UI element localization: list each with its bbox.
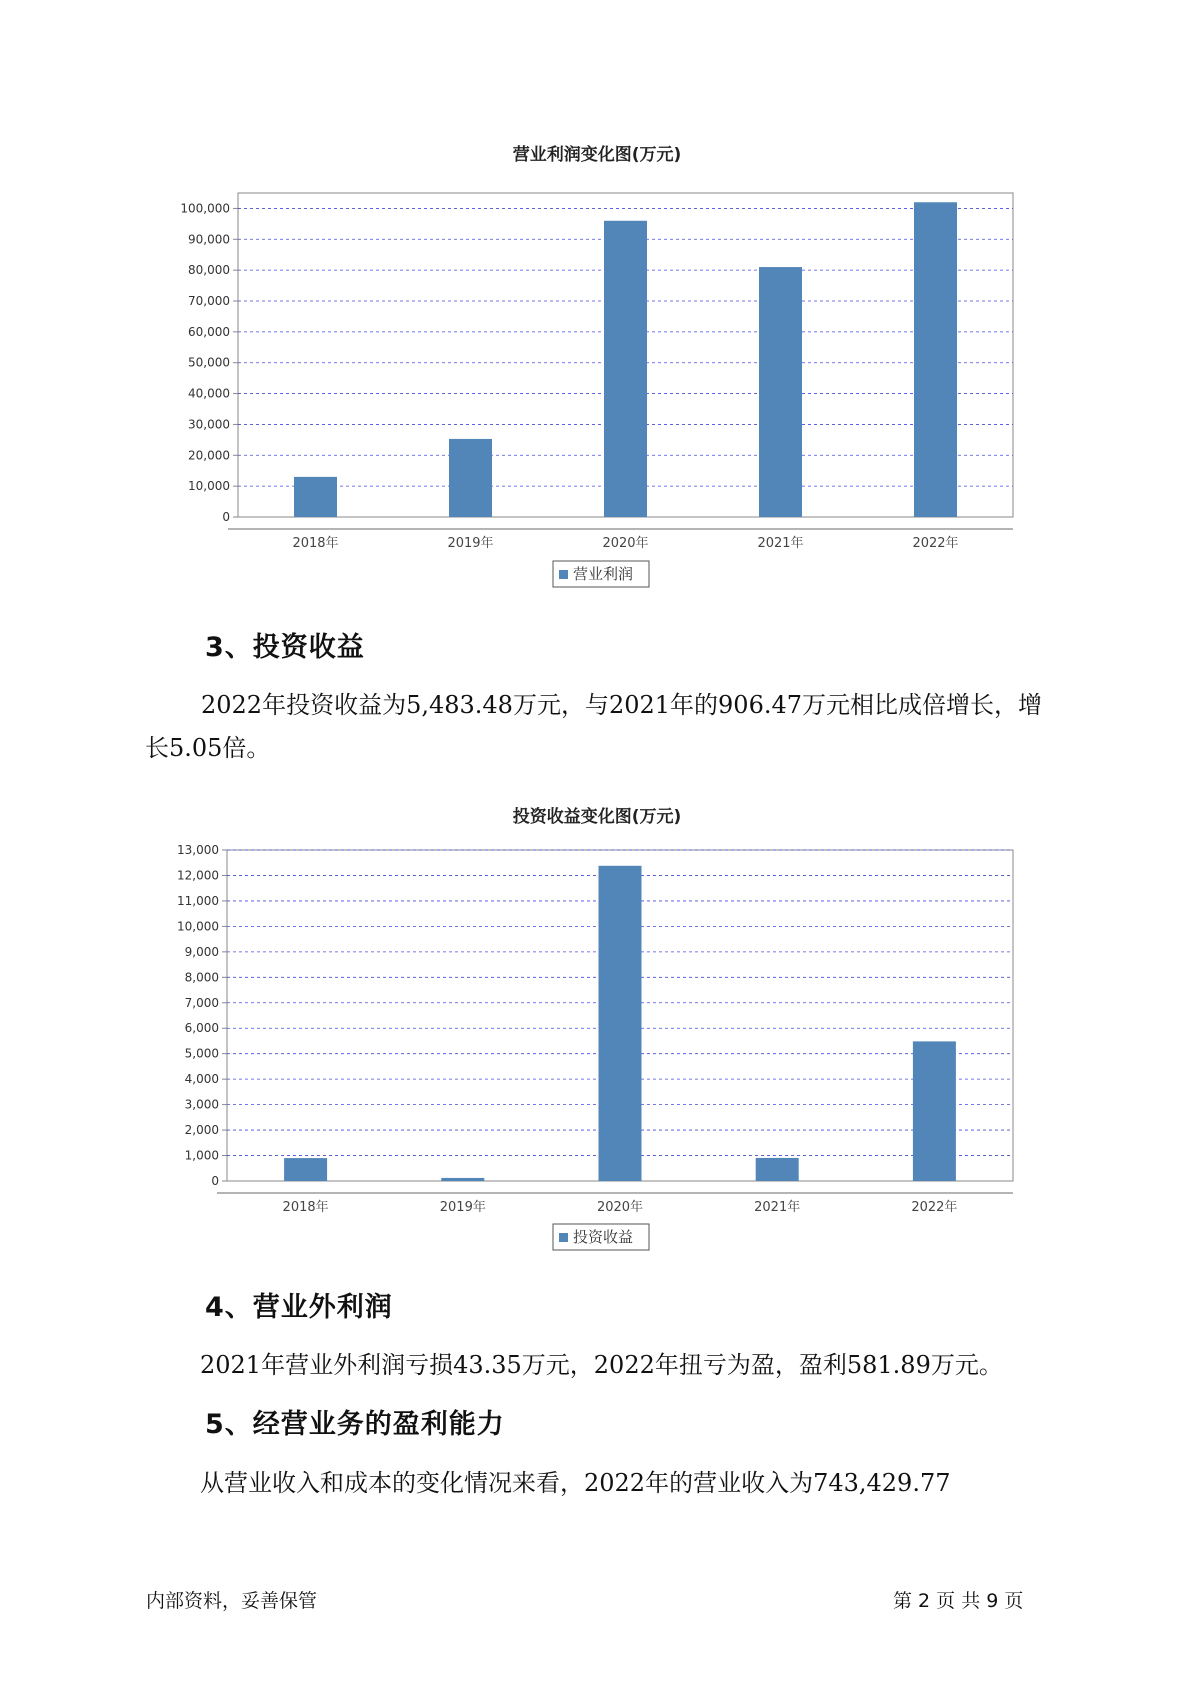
x-tick-label: 2022年	[912, 536, 959, 551]
y-tick-label: 60,000	[188, 324, 230, 339]
x-tick-label: 2021年	[754, 1200, 801, 1215]
y-tick-label: 6,000	[184, 1021, 219, 1036]
bar-2020年	[599, 866, 642, 1181]
y-tick-label: 20,000	[188, 448, 230, 463]
bar-2021年	[756, 1158, 799, 1181]
y-tick-label: 4,000	[184, 1072, 219, 1087]
y-tick-label: 9,000	[184, 944, 219, 959]
bar-2018年	[284, 1158, 327, 1181]
y-tick-label: 10,000	[188, 479, 230, 494]
y-tick-label: 11,000	[177, 893, 219, 908]
y-tick-label: 100,000	[180, 201, 230, 216]
x-tick-label: 2019年	[439, 1200, 486, 1215]
section-3-heading: 3、投资收益	[205, 632, 365, 663]
y-tick-label: 7,000	[184, 995, 219, 1010]
y-tick-label: 40,000	[188, 386, 230, 401]
y-tick-label: 80,000	[188, 263, 230, 278]
x-tick-label: 2022年	[911, 1200, 958, 1215]
section-4-paragraph: 2021年营业外利润亏损43.35万元，2022年扭亏为盈，盈利581.89万元。	[200, 1351, 1003, 1379]
x-tick-label: 2021年	[757, 536, 804, 551]
legend-label: 投资收益	[573, 1228, 634, 1246]
chart-title: 投资收益变化图(万元)	[512, 807, 682, 827]
section-4-heading: 4、营业外利润	[205, 1292, 393, 1323]
y-tick-label: 12,000	[177, 868, 219, 883]
x-tick-label: 2020年	[602, 536, 649, 551]
legend-swatch	[559, 1233, 568, 1242]
bar-2019年	[441, 1178, 484, 1181]
section-3-paragraph: 2022年投资收益为5,483.48万元，与2021年的906.47万元相比成倍增长，增长5.05倍。	[145, 691, 1043, 762]
y-tick-label: 8,000	[184, 970, 219, 985]
x-tick-label: 2018年	[282, 1200, 329, 1215]
y-tick-label: 30,000	[188, 417, 230, 432]
x-tick-label: 2019年	[447, 536, 494, 551]
y-tick-label: 0	[211, 1174, 219, 1188]
x-tick-label: 2018年	[292, 536, 339, 551]
chart-title: 营业利润变化图(万元)	[512, 145, 682, 165]
bar-2022年	[913, 1041, 956, 1181]
y-tick-label: 5,000	[184, 1046, 219, 1061]
y-tick-label: 2,000	[184, 1123, 219, 1138]
y-tick-label: 0	[222, 510, 230, 524]
y-tick-label: 1,000	[184, 1148, 219, 1163]
x-tick-label: 2020年	[596, 1200, 644, 1215]
y-tick-label: 50,000	[188, 355, 230, 370]
y-tick-label: 3,000	[184, 1097, 219, 1112]
y-tick-label: 90,000	[188, 232, 230, 247]
section-5-paragraph: 从营业收入和成本的变化情况来看，2022年的营业收入为743,429.77	[200, 1469, 951, 1497]
y-tick-label: 10,000	[177, 919, 219, 934]
y-tick-label: 70,000	[188, 294, 230, 308]
footer-confidential-note: 内部资料，妥善保管	[146, 1590, 318, 1612]
section-5-heading: 5、经营业务的盈利能力	[205, 1409, 505, 1440]
y-tick-label: 13,000	[177, 843, 219, 857]
legend-label: 营业利润	[573, 565, 634, 583]
footer-page-number: 第 2 页 共 9 页	[893, 1590, 1024, 1612]
